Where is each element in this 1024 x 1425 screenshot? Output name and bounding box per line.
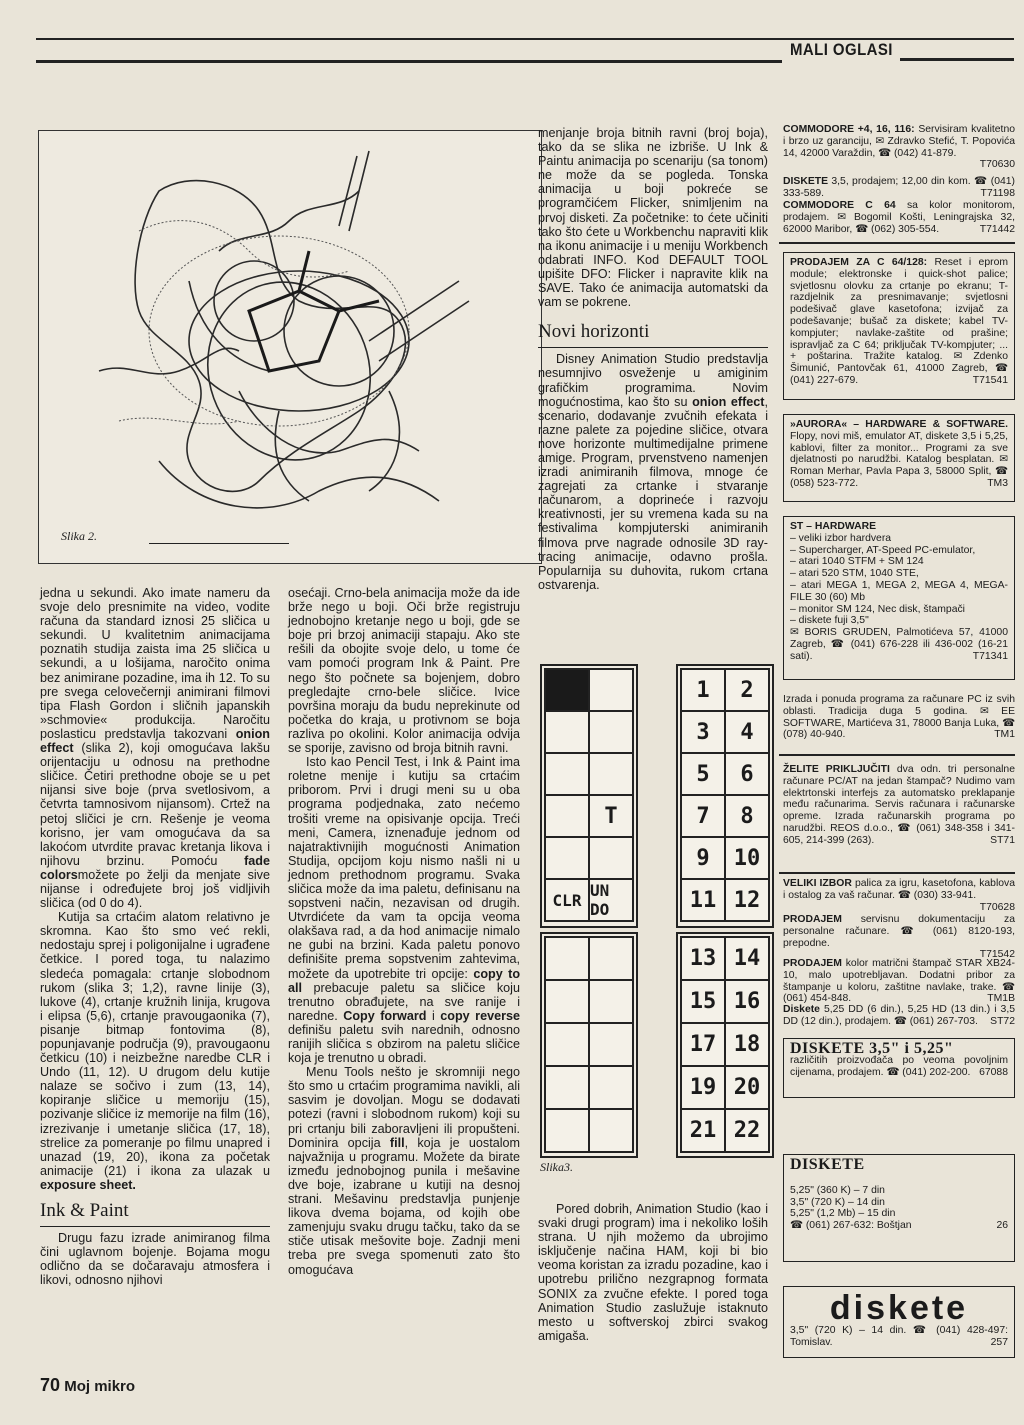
tool-number: 17	[680, 1022, 726, 1067]
text-icon: T	[588, 794, 634, 838]
tool-number: 5	[680, 752, 726, 796]
line-icon	[544, 710, 590, 754]
magazine-name: Moj mikro	[64, 1378, 136, 1395]
ad-c64-accessories: PRODAJEM ZA C 64/128: Reset i eprom module; elektronske i quick-shot palice; svjetlosnu olovku za crtanje po ekranu; T-razdjelnik za presnimavanje; svjetlosni podešivač glave kasetofona; izvijač za podešavanje; bušač za diskete; kabel TV-kompjuter; navlake-zaštite od prašine; ispravljač za C 64; priključak TV-kompjuter; ... + poštarina. Tražite katalog. ✉ Zdenko Šimunić, Pantovčak 61, 41000 Zagreb, ☎ (041) 227-679. T71541	[783, 252, 1015, 400]
tool-number: 19	[680, 1065, 726, 1110]
article-column-2	[288, 586, 520, 1277]
tool-number: 16	[724, 979, 770, 1024]
arc-icon	[588, 710, 634, 754]
paragraph: Disney Animation Studio predstavlja nesumnjivo osveženje u amiginim grafičkim programima. Novim mogućnostima, kao što su onion effect, scenario, dodavanje zvučnih efekata i razne palete za pojedine sličice, otvara nove horizonte multimedijalne primene amige. Program, prvenstveno namenjen izradi animiranih filmova, mnoge će zagrejati za crtanke i stvaranje računarom, a doprineće i razvoju kreativnosti, jer su vremena kada su na festivalima kompjuterski animiranih filmova prve nagrade odnosile 3D ray-tracing animacije, odavno prošla. Popularnija su duhovita, rukom crtana ostvarenja.	[538, 352, 768, 592]
copy-icon	[544, 979, 590, 1024]
tool-number: 6	[724, 752, 770, 796]
article-column-1	[40, 586, 270, 1288]
ad-printer-switch: ŽELITE PRIKLJUČITI dva odn. tri personalne računare PC/AT na jedan štampač? Nudimo vam elektrtonski interfejs za automatsko preklapanje među računarima. Servis računara i računarske opreme. Izrada računarskih programa po narudžbi. REOS d.o.o., ☎ (061) 348-358 i 341-605, 214-399 (263). ST71	[783, 764, 1015, 846]
ads-divider	[779, 754, 1015, 756]
ad-star-printer: PRODAJEM kolor matrični štampač STAR XB24-10, malo upotrebljavan. Dodatni pribor za štampanje u koloru, zaštitne navlake, trake. ☎ (061) 454-848. TM1B	[783, 958, 1015, 1005]
rectangle-icon	[544, 794, 590, 838]
figure-onion-effect	[38, 130, 542, 564]
onion-drawing	[39, 131, 541, 563]
half-circle-icon	[544, 752, 590, 796]
tool-number: 3	[680, 710, 726, 754]
ad-diskete-5: diskete 3,5" (720 K) – 14 din. ☎ (041) 428-497: Tomislav. 257	[783, 1286, 1015, 1358]
camera-icon	[544, 1108, 590, 1153]
ad-diskete-2: Diskete 5,25 DD (6 din.), 5,25 HD (13 din.) i 3,5 DD (12 din.), prodajem. ☎ (061) 267-703. ST72	[783, 1004, 1015, 1027]
tool-number: 2	[724, 668, 770, 712]
tool-number: 12	[724, 878, 770, 922]
back-arrow-icon	[544, 1065, 590, 1110]
ad-diskete-4: DISKETE 5,25" (360 K) – 7 din 3,5" (720 K) – 14 din 5,25" (1,2 Mb) – 15 din ☎ (061) 267-632: Boštjan 26	[783, 1154, 1015, 1262]
paragraph: osećaji. Crno-bela animacija može da ide brže nego u boji. Oči brže registruju jednobojno kretanje nego u boji, gde se boje pri brzoj animaciji stapaju. Ako ste rešili da obojite svoje delo, u tome će vam pomoći program Ink & Paint. Pre nego što počnete sa bojenjem, dobro pregledajte crno-bele sličice. Ivice površina moraju da budu neprekinute od početka do kraja, u protivnom se boja razliva po okolini. Kolor animacija odvija se sporije, zavisno od broja bitnih ravni.	[288, 586, 520, 756]
undo-icon: UN DO	[588, 878, 634, 922]
heading-ink-paint: Ink & Paint	[40, 1204, 270, 1227]
paragraph: jedna u sekundi. Ako imate nameru da svoje delo presnimite na video, vodite računa da standard iznosi 25 sličica u sekundi. U kvalitetnim animacijama poznatih studija zaista ima 25 sličica u sekundi, a u lošijama, naročito onima bez animirane pozadine, ima ih 12. To su pre svega celovečernji animirani filmovi tipa Flash Gordon i sličnih japanskih »schmovie« produkcija. Naročitu poslasticu predstavlja takozvani onion effect (slika 2), koji omogućava lakšu orijentaciju u odnosu na prethodne sličice. Četiri prethodne oboje se u pet nijansi sive boje (prva svetlosivom, a četvrta tamnosivom nijansom). Crtež na petoj sličici je crn. Rešenje je veoma korisno, jer vam omogućava da sa lakoćom utvrdite pravac kretanja likova i njihovu brzinu. Pomoću fade colorsmožete po želji da menjate sive nijanse i određujete broj još vidljivih sličica (od 0 do 4).	[40, 586, 271, 911]
figure-caption: Slika 2.	[61, 529, 97, 543]
ad-diskete-3: DISKETE 3,5" i 5,25" različitih proizvođača po veoma povoljnim cijenama, prodajem. ☎ (041) 202-200. 67088	[783, 1038, 1015, 1098]
tool-number: 21	[680, 1108, 726, 1153]
tool-number: 9	[680, 836, 726, 880]
tool-number: 18	[724, 1022, 770, 1067]
page-number: 70	[40, 1375, 61, 1395]
recall-icon	[588, 979, 634, 1024]
page-footer	[40, 1375, 135, 1396]
caption-rule	[149, 543, 289, 544]
tool-number: 7	[680, 794, 726, 838]
ad-ee-software: Izrada i ponuda programa za računare PC iz svih oblasti. Tradicija duga 5 godina. ✉ EE SOFTWARE, Martićeva 31, 78000 Banja Luka, ☎ (078) 40-940. TM1	[783, 694, 1016, 741]
ad-service-docs: PRODAJEM servisnu dokumentaciju za personalne računare. ☎ (061) 8120-193, prepodne. T71542	[783, 914, 1015, 961]
ad-aurora: »AURORA« – HARDWARE & SOFTWARE. Flopy, novi miš, emulator AT, diskete 3,5 i 5,25, kablovi, filter za monitor... Programi za sve djelatnosti po narudžbi. Katalog besplatan. ✉ Roman Merhar, Pavla Papa 3, 58000 Split, ☎ (058) 523-772. TM3	[783, 414, 1015, 502]
ad-diskete-1: DISKETE 3,5, prodajem; 12,00 din kom. ☎ (041) 333-589. T71198	[783, 176, 1015, 199]
ad-commodore-service: COMMODORE +4, 16, 116: Servisiram kvalitetno i brzo uz garanciju, ✉ Zdravko Stefić, T. Popovića 14, 42000 Varaždin, ☎ (042) 41-879. T70630	[783, 124, 1016, 171]
memory-icon	[588, 936, 634, 981]
zoom-icon	[544, 936, 590, 981]
article-column-3-bottom	[538, 1202, 768, 1343]
paragraph: Kutija sa crtaćim alatom relativno je skromna. Kao što smo već rekli, nedostaju sprej i poligonijalne i ugrađene četkice. I pored toga, tu nalazimo sledeća pomagala: crtanje slobodnom rukom (slika 3; 1,2), ravne linije (3), lukove (4), crtanje kružnih linija, krugova i elipsa (5,6), crtanje pravougaonika (7), pisanje bitmap fontovima (8), popunjavanje područja (9), pravougaonu četkicu (10) i neizbežne naredbe CLR i Undo (11, 12). U drugom delu kutije nalaze se sočivo i zum (13, 14), kopiranje sličice u memoriju (15), pozivanje sličice iz memorije na film (16), izrezivanje i umetanje sličica (17, 18), strelice za pomeranje po filmu unapred i unazad (19, 20), ikona za početak animacije (21) i ikona za ulazak u exposure sheet.	[40, 910, 270, 1192]
clr-icon: CLR	[544, 878, 590, 922]
tool-number: 8	[724, 794, 770, 838]
heading-novi-horizonti: Novi horizonti	[538, 325, 768, 348]
tool-number: 22	[724, 1108, 770, 1153]
paragraph: Menu Tools nešto je skromniji nego što smo u crtaćim programima navikli, ali sasvim je dovoljan. Mogu se dodavati potezi (ravni i slobodnom rukom) koji su pri crtanju bili zaboravljeni ili propušteni. Dominira opcija fill, koja je uostalom najvažnija u programu. Možete da birate između jednobojnog punila i mešavine dve boje, izabrane u kutiji na desnoj strani. Mešavinu predstavlja punjenje likova dvema bojama, od kojih obe zamenjuju svaku drugu tačku, tako da se stiče utisak mešovite boje. Zadnji meni treba pre svega spomenuti zato što omogućava	[288, 1065, 520, 1277]
figure-caption: Slika3.	[540, 1160, 573, 1174]
ad-st-hardware: ST – HARDWARE – veliki izbor hardvera – Supercharger, AT-Speed PC-emulator, – atari 1040 STFM + SM 124 – atari 520 STM, 1040 STE, – atari MEGA 1, MEGA 2, MEGA 4, MEGA-FILE 30 (60) Mb – monitor SM 124, Nec disk, štampači – diskete fuji 3,5" ✉ BORIS GRUDEN, Palmotićeva 57, 41000 Zagreb, ☎ (041) 676-228 ili 436-002 (16-21 sati). T71341	[783, 516, 1015, 680]
freehand-icon	[544, 668, 590, 712]
tool-number: 11	[680, 878, 726, 922]
ads-divider	[779, 242, 1015, 244]
ad-commodore-c64: COMMODORE C 64 sa kolor monitorom, prodajem. ✉ Bogomil Košti, Leningrajska 32, 62000 Maribor, ☎ (062) 305-554. T71442	[783, 200, 1015, 235]
paragraph: menjanje broja bitnih ravni (broj boja), tako da se slika ne izbriše. U Ink & Paintu animacija po scenariju (sa tonom) ne može da se pogleda. Tonska animacija u boji pokreće se programčićem Flicker, snimljenim na prvoj disketi. Za početnike: to ćete učiniti tako što ćete u Workbenchu napraviti klik na ikonu animacije i u meniju Workbench odabrati INFO. Kod DEFAULT TOOL upišite DFO: Flicker i napravite klik na SAVE. Tako će animacija automatski da vam se pokrene.	[538, 126, 768, 310]
tool-number: 10	[724, 836, 770, 880]
tool-number: 4	[724, 710, 770, 754]
ad-joysticks: VELIKI IZBOR palica za igru, kasetofona, kablova i ostalog za vaš računar. ☎ (030) 33-941. T70628	[783, 878, 1016, 913]
ad-st-hardware-list: – veliki izbor hardvera – Supercharger, AT-Speed PC-emulator, – atari 1040 STFM + SM 124 – atari 520 STM, 1040 STE, – atari MEGA 1, MEGA 2, MEGA 4, MEGA-FILE 30 (60) Mb – monitor SM 124, Nec disk, štampači – diskete fuji 3,5"	[790, 532, 1008, 627]
article-column-3	[538, 126, 768, 592]
paste-icon	[588, 1022, 634, 1067]
fill-icon	[544, 836, 590, 880]
tool-number: 14	[724, 936, 770, 981]
forward-arrow-icon	[588, 1065, 634, 1110]
exposure-sheet-icon	[588, 1108, 634, 1153]
tool-number: 1	[680, 668, 726, 712]
paragraph: Pored dobrih, Animation Studio (kao i svaki drugi program) ima i nekoliko loših strana. U njih možemo da ubrojimo isključenje načina HAM, koji bi bio veoma koristan za izradu pozadine, kao i upotrebu prilično nezgrapnog formata SONIX za zvučne efekte. I pored toga Animation Studio zaslužuje istaknuto mesto u softverskoj zbirci svakog amigaša.	[538, 1202, 768, 1343]
header-rule-right	[900, 58, 1014, 61]
paragraph: Drugu fazu izrade animiranog filma čini uglavnom bojenje. Bojama mogu odlično da se dočaravaju atmosfera i likovi, odnosno njihovi	[40, 1231, 270, 1288]
tool-number: 15	[680, 979, 726, 1024]
paragraph: Isto kao Pencil Test, i Ink & Paint ima roletne menije i kutiju sa crtaćim priborom. Prvi i drugi meni su u oba programa podjednaka, zato nećemo trošiti vreme na opisivanje opcija. Treći meni, Camera, iznenađuje jednom od najatraktivnijih mogućnosti Animation Studija, opcijom koju nismo našli ni u jednom prethodnom programu. Svaka sličica može da ima paletu, definisanu na sopstveni način, nezavisan od drugih. Utvrdićete da vam ta opcija veoma olakšava rad, a da hod animacije nimalo ne gubi na brzini. Kada paletu ponovo definišite prema sopstvenim zahtevima, možete da upotrebite tri opcije: copy to all prebacuje paletu sa sličice koju trenutno obrađujete, na sve ranije i naredne. Copy forward i copy reverse definišu paletu svih narednih, odnosno ranijih sličica s obzirom na paletu sličice koja je trenutno u obradi.	[288, 755, 521, 1066]
brush-select-icon	[588, 836, 634, 880]
ads-divider	[779, 872, 1015, 874]
ellipse-icon	[588, 752, 634, 796]
dots-icon	[588, 668, 634, 712]
tool-number: 20	[724, 1065, 770, 1110]
tool-number: 13	[680, 936, 726, 981]
cut-icon	[544, 1022, 590, 1067]
section-title: MALI OGLASI	[790, 40, 893, 59]
header-rule-left	[36, 60, 782, 63]
